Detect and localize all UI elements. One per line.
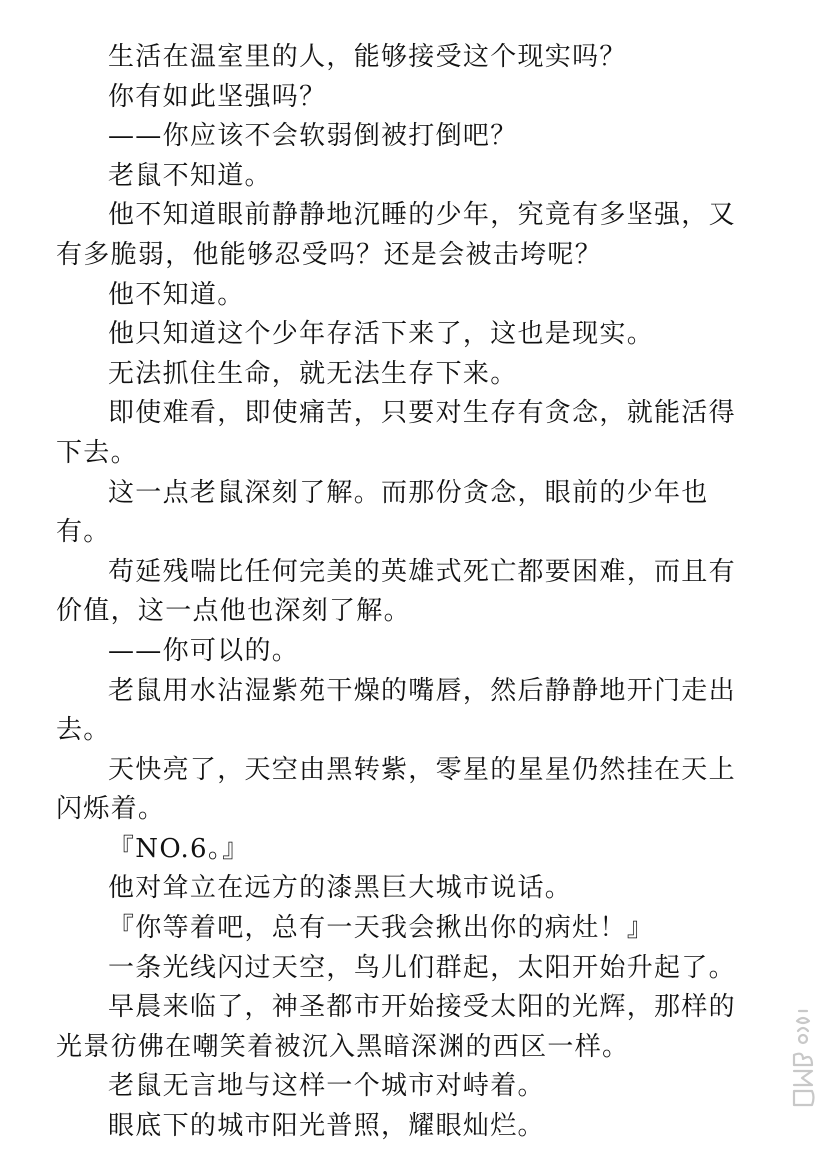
paragraph: 眼底下的城市阳光普照，耀眼灿烂。 — [108, 1111, 545, 1142]
paragraph: 天快亮了，天空由黑转紫，零星的星星仍然挂在天上闪烁着。 — [56, 754, 736, 825]
paragraph: 苟延残喘比任何完美的英雄式死亡都要困难，而且有价值，这一点他也深刻了解。 — [56, 556, 736, 627]
paragraph: 他不知道。 — [108, 279, 245, 310]
dm5-watermark-icon — [788, 1001, 818, 1111]
paragraph: 生活在温室里的人，能够接受这个现实吗？ — [108, 42, 627, 72]
paragraph: 早晨来临了，神圣都市开始接受太阳的光辉，那样的光景彷佛在嘲笑着被沉入黑暗深渊的西区一样。 — [56, 992, 736, 1062]
paragraph: 一条光线闪过天空，鸟儿们群起，太阳开始升起了。 — [108, 952, 736, 983]
paragraph: 老鼠无言地与这样一个城市对峙着。 — [108, 1071, 545, 1102]
paragraph: 无法抓住生命，就无法生存下来。 — [108, 358, 518, 389]
paragraph: 他对耸立在远方的漆黑巨大城市说话。 — [108, 873, 573, 904]
paragraph: 这一点老鼠深刻了解。而那份贪念，眼前的少年也有。 — [56, 477, 709, 548]
paragraph: 老鼠不知道。 — [108, 160, 272, 191]
paragraph: ——你应该不会软弱倒被打倒吧？ — [108, 121, 518, 152]
paragraph: 他不知道眼前静静地沉睡的少年，究竟有多坚强，又有多脆弱，他能够忍受吗？还是会被击垮呢？ — [56, 200, 736, 270]
paragraph: 他只知道这个少年存活下来了，这也是现实。 — [108, 319, 655, 350]
paragraph: 即使难看，即使痛苦，只要对生存有贪念，就能活得下去。 — [56, 398, 736, 468]
novel-page — [56, 38, 756, 1147]
paragraph: 『NO.6。』 — [108, 833, 250, 864]
paragraph: 老鼠用水沾湿紫苑干燥的嘴唇，然后静静地开门走出去。 — [56, 675, 736, 746]
paragraph: ——你可以的。 — [108, 635, 300, 666]
paragraph: 你有如此坚强吗？ — [108, 81, 327, 112]
paragraph: 『你等着吧，总有一天我会揪出你的病灶！』 — [108, 913, 655, 944]
